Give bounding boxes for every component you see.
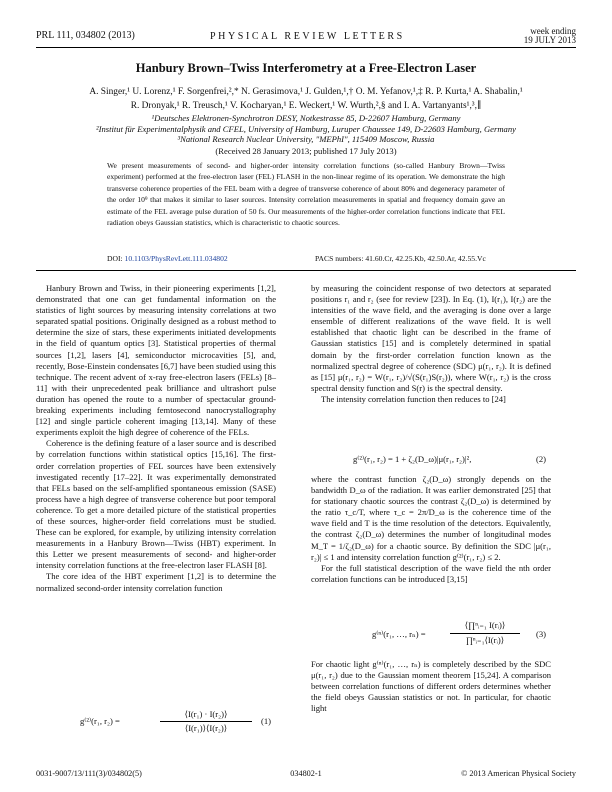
right-column-part-1 <box>311 283 551 405</box>
footer-page-number: 034802-1 <box>290 769 322 778</box>
equation-1-lhs: g⁽²⁾(r₁, r₂) = <box>80 716 120 726</box>
pacs-numbers: PACS numbers: 41.60.Cr, 42.25.Kb, 42.50.Ar, 42.55.Vc <box>315 254 486 263</box>
right-column-part-2 <box>311 474 551 585</box>
affiliation-3: ³National Research Nuclear University, "MEPhI", 115409 Moscow, Russia <box>177 134 435 145</box>
paper-title: Hanbury Brown–Twiss Interferometry at a Free-Electron Laser <box>135 61 477 75</box>
equation-1-number: (1) <box>261 716 272 726</box>
equation-1-fraction-bar <box>160 721 252 722</box>
paragraph-hbt: The core idea of the HBT experiment [1,2] is to determine the normalized second-order intensity correlation function <box>36 571 276 593</box>
authors-line-1: A. Singer,¹ U. Lorenz,¹ F. Sorgenfrei,²,* N. Gerasimova,¹ J. Gulden,¹,† O. M. Yefanov,¹,‡ R. P. Kurta,¹ A. Shabalin,¹ <box>89 87 523 97</box>
right-column-part-3 <box>311 659 551 714</box>
footer-issn: 0031-9007/13/111(3)/034802(5) <box>36 769 142 778</box>
paragraph-chaotic: For chaotic light g⁽ⁿ⁾(r₁, …, rₙ) is completely described by the SDC μ(r₁, r₂) due to the Gaussian moment theorem [15,24]. A comparison between correlation functions of different orders determines whether the field obeys Gaussian statistics or not. In particular, for chaotic light <box>311 659 551 714</box>
paragraph-contrast: where the contrast function ζ₂(D_ω) strongly depends on the bandwidth D_ω of the radiation. It was earlier demonstrated [25] that for stationary chaotic sources the contrast ζ₂(D_ω) is determined by the ratio τ_c/T, where τ_c = 2π/D_ω is the coherence time of the wave field and T is the time resolution of the detectors. Equivalently, the contrast ζ₂(D_ω) determines the number of longitudinal modes M_T = 1/ζ₂(D_ω) for a chaotic source. By definition the SDC |μ(r₁, r₂)| ≤ 1 and intensity correlation function g⁽²⁾(r₁, r₂) ≤ 2. <box>311 474 551 562</box>
left-column <box>36 283 276 594</box>
journal-name: PHYSICAL REVIEW LETTERS <box>210 31 405 42</box>
affiliation-1: ¹Deutsches Elektronen-Synchrotron DESY, Notkestrasse 85, D-22607 Hamburg, Germany <box>151 113 461 123</box>
doi-label: DOI: <box>107 254 123 263</box>
equation-3-fraction-bar <box>450 633 520 634</box>
authors-line-2: R. Dronyak,¹ R. Treusch,¹ V. Kocharyan,¹ E. Weckert,¹ W. Wurth,²,§ and I. A. Vartanyants¹,³,∥ <box>130 100 482 111</box>
equation-3-denominator: ∏ⁿᵢ₌₁⟨I(rᵢ)⟩ <box>465 635 505 645</box>
paragraph-intro: Hanbury Brown and Twiss, in their pioneering experiments [1,2], demonstrated that one can get fundamental information on the statistics of light sources by measuring intensity correlations at two separated spatial positions. Originally designed as a robust method to determine the size of stars, these experiments initiated developments in the field of quantum optics [3]. Statistical properties of thermal sources [1,2], lasers [4], semiconductor microcavities [5], and, recently, Bose-Einstein condensates [6,7] have been studied using this technique. The recent advent of x-ray free-electron lasers (FELs) [8–11] with their unprecedented peak brilliance and ultrashort pulse duration has opened the route to a number of spectacular ground-breaking experiments including femtosecond nanocrystallography [12] and single particle coherent imaging [13,14]. Many of these experiments exploit the high degree of coherence of the FELs. <box>36 283 276 438</box>
paragraph-intensity: The intensity correlation function then reduces to [24] <box>321 393 506 404</box>
equation-3-lhs: g⁽ⁿ⁾(r₁, …, rₙ) = <box>372 629 426 639</box>
journal-citation: PRL 111, 034802 (2013) <box>36 30 135 41</box>
authors <box>0 86 612 113</box>
issue-date: 19 JULY 2013 <box>523 35 576 45</box>
received-dates: (Received 28 January 2013; published 17 July 2013) <box>215 146 397 156</box>
equation-2: g⁽²⁾(r₁, r₂) = 1 + ζ₂(D_ω)|μ(r₁, r₂)|², <box>353 454 472 464</box>
paragraph-hbt-cont: by measuring the coincident response of two detectors at separated positions r₁ and r₂ (see for review [23]). In Eq. (1), I(r₁), I(r₂) are the intensities of the wave field, and the averaging is done over a large ensemble of different realizations of the wave field. It is well established that chaotic light can be described in the frame of Gaussian statistics [15] and is completely determined in spatial domain by the first-order correlation function known as the normalized spectral degree of coherence (SDC) μ(r₁, r₂). It is defined as [15] μ(r₁, r₂) = W(r₁, r₂)/√(S(r₁)S(r₂)), where W(r₁, r₂) is the cross spectral density function and S(r) is the spectral density. <box>311 283 551 393</box>
footer-copyright: © 2013 American Physical Society <box>461 769 576 778</box>
equation-1-denominator: ⟨I(r₁)⟩⟨I(r₂)⟩ <box>184 723 228 733</box>
equation-2-number: (2) <box>536 454 547 464</box>
doi-line <box>107 254 228 263</box>
equation-3-numerator: ⟨∏ⁿᵢ₌₁ I(rᵢ)⟩ <box>464 620 506 630</box>
doi-link[interactable]: 10.1103/PhysRevLett.111.034802 <box>124 254 228 263</box>
header-rule <box>36 47 576 48</box>
week-ending-label: week ending <box>530 26 576 36</box>
equation-3-number: (3) <box>536 629 547 639</box>
affiliation-2: ²Institut für Experimentalphysik and CFEL, University of Hamburg, Luruper Chaussee 149, D-22603 Hamburg, Germany <box>96 123 516 134</box>
abstract-rule <box>36 270 576 271</box>
paragraph-coherence: Coherence is the defining feature of a laser source and is described by correlation functions within statistical optics [15,16]. The first-order correlation properties of FEL sources have been extensively investigated recently [17–22]. It was experimentally demonstrated that FELs based on the self-amplified spontaneous emission (SASE) process have a high degree of transverse coherence but poor temporal coherence. To get a more detailed picture of the statistical properties of these sources, higher-order field correlations must be studied. These can be explored, for example, by utilizing intensity correlation measurements in a Hanbury Brown—Twiss (HBT) experiment. In this Letter we present measurements of second- and higher-order intensity correlation functions at the free-electron laser FLASH [8]. <box>36 438 276 571</box>
abstract: We present measurements of second- and higher-order intensity correlation functions (so-called Hanbury Brown—Twiss experiment) performed at the free-electron laser (FEL) FLASH in the non-linear regime of its operation. We demonstrate the high transverse coherence properties of the FEL beam with a degree of transverse coherence of about 80% and degeneracy parameter of the order 10⁹ that makes it similar to laser sources. Intensity correlation measurements in spatial and frequency domain gave an estimate of the FEL average pulse duration of 50 fs. Our measurements of the higher-order correlation functions indicate that FEL radiation obeys Gaussian statistics, which is characteristic to chaotic sources. <box>107 161 505 228</box>
affiliations <box>0 113 612 145</box>
equation-1-numerator: ⟨I(r₁) · I(r₂)⟩ <box>184 709 228 719</box>
paragraph-nth-order: For the full statistical description of the wave field the nth order correlation functions can be introduced [3,15] <box>311 562 551 584</box>
